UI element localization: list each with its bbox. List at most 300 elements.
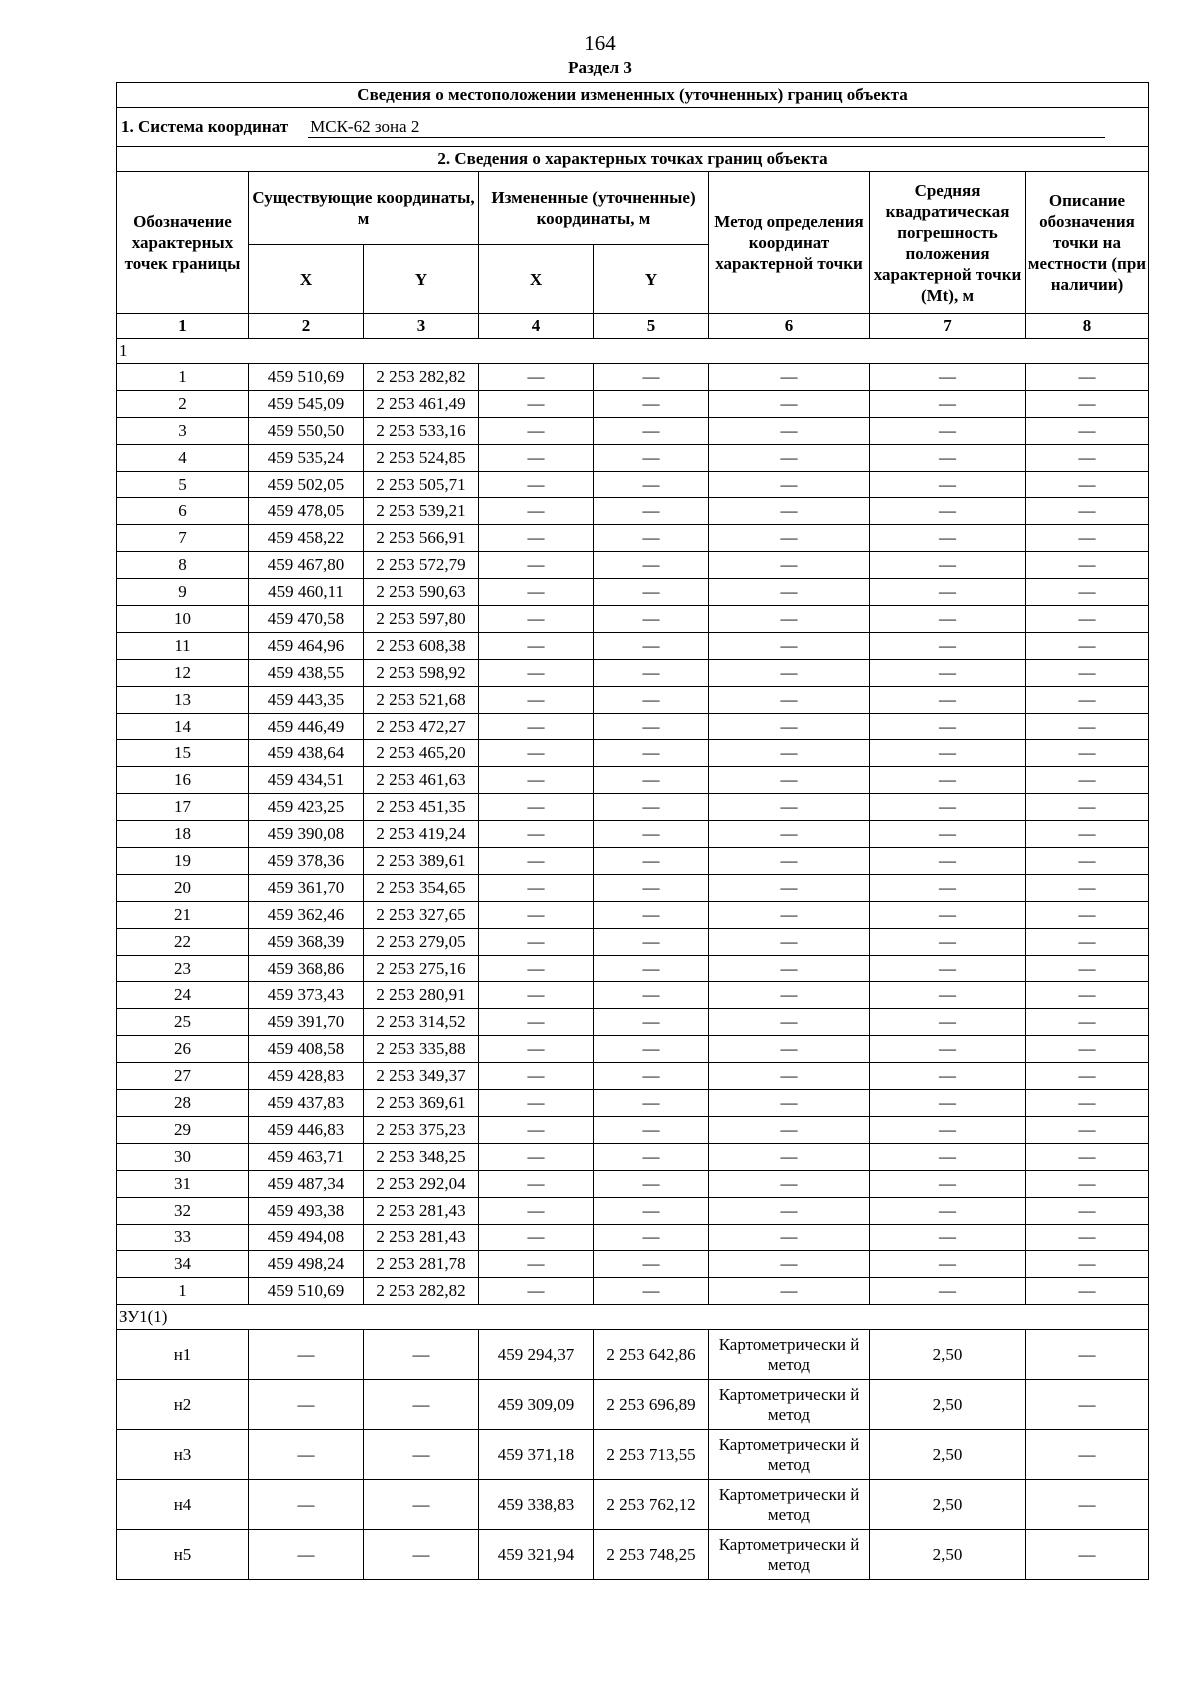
existing-x: 459 502,05 [249, 471, 364, 498]
empty-value-dash: — [1026, 417, 1149, 444]
empty-value-dash: — [870, 955, 1026, 982]
empty-value-dash: — [594, 364, 709, 391]
point-designation: 25 [117, 1009, 249, 1036]
table-row [117, 579, 1149, 606]
existing-x: 459 510,69 [249, 364, 364, 391]
existing-x: 459 443,35 [249, 686, 364, 713]
table-row [117, 821, 1149, 848]
point-designation: 10 [117, 606, 249, 633]
empty-value-dash: — [594, 686, 709, 713]
point-designation: 30 [117, 1143, 249, 1170]
existing-y: 2 253 335,88 [364, 1036, 479, 1063]
coordinate-system-value: МСК-62 зона 2 [308, 117, 1105, 138]
existing-y: 2 253 389,61 [364, 848, 479, 875]
empty-value-dash: — [870, 525, 1026, 552]
determination-method: Картометрически й метод [709, 1330, 870, 1380]
point-designation: 32 [117, 1197, 249, 1224]
existing-y: 2 253 524,85 [364, 444, 479, 471]
table-row [117, 1480, 1149, 1530]
point-designation: 28 [117, 1090, 249, 1117]
empty-value-dash: — [594, 659, 709, 686]
existing-y: 2 253 282,82 [364, 364, 479, 391]
empty-value-dash: — [709, 1063, 870, 1090]
changed-x: 459 294,37 [479, 1330, 594, 1380]
empty-value-dash: — [709, 525, 870, 552]
table-row [117, 1170, 1149, 1197]
empty-value-dash: — [479, 1036, 594, 1063]
existing-x: 459 438,55 [249, 659, 364, 686]
empty-value-dash: — [709, 498, 870, 525]
empty-value-dash: — [594, 1116, 709, 1143]
point-designation: 7 [117, 525, 249, 552]
empty-value-dash: — [709, 686, 870, 713]
empty-value-dash: — [479, 579, 594, 606]
column-number: 6 [709, 314, 870, 339]
empty-value-dash: — [709, 982, 870, 1009]
existing-x: 459 437,83 [249, 1090, 364, 1117]
existing-x: 459 470,58 [249, 606, 364, 633]
point-designation: 15 [117, 740, 249, 767]
empty-value-dash: — [479, 686, 594, 713]
existing-x: 459 428,83 [249, 1063, 364, 1090]
empty-value-dash: — [1026, 1278, 1149, 1305]
empty-value-dash: — [479, 444, 594, 471]
header-designation: Обозначение характерных точек границы [117, 172, 249, 314]
empty-value-dash: — [709, 1251, 870, 1278]
empty-value-dash: — [594, 1224, 709, 1251]
existing-y: 2 253 281,43 [364, 1224, 479, 1251]
empty-value-dash: — [870, 901, 1026, 928]
header-method: Метод определения координат характерной точки [709, 172, 870, 314]
existing-x: 459 434,51 [249, 767, 364, 794]
empty-value-dash: — [1026, 1036, 1149, 1063]
table-row [117, 794, 1149, 821]
existing-y: 2 253 608,38 [364, 632, 479, 659]
header-changed-x: X [479, 245, 594, 314]
existing-y: 2 253 533,16 [364, 417, 479, 444]
existing-x: 459 446,83 [249, 1116, 364, 1143]
empty-value-dash: — [709, 632, 870, 659]
section-title: Раздел 3 [568, 58, 632, 77]
empty-value-dash: — [1026, 1063, 1149, 1090]
empty-value-dash: — [479, 848, 594, 875]
existing-y: 2 253 314,52 [364, 1009, 479, 1036]
header-changed-y: Y [594, 245, 709, 314]
changed-x: 459 338,83 [479, 1480, 594, 1530]
empty-value-dash: — [594, 740, 709, 767]
table-row [117, 928, 1149, 955]
table-row [117, 1530, 1149, 1580]
point-designation: 33 [117, 1224, 249, 1251]
empty-value-dash: — [709, 471, 870, 498]
empty-value-dash: — [870, 1036, 1026, 1063]
empty-value-dash: — [870, 1251, 1026, 1278]
empty-value-dash: — [1026, 928, 1149, 955]
empty-value-dash: — [870, 606, 1026, 633]
empty-value-dash: — [364, 1530, 479, 1580]
table-row [117, 552, 1149, 579]
empty-value-dash: — [1026, 794, 1149, 821]
boundary-points-table [116, 82, 1149, 1580]
empty-value-dash: — [870, 928, 1026, 955]
existing-y: 2 253 461,63 [364, 767, 479, 794]
existing-x: 459 446,49 [249, 713, 364, 740]
point-designation: 34 [117, 1251, 249, 1278]
empty-value-dash: — [479, 1090, 594, 1117]
empty-value-dash: — [1026, 1116, 1149, 1143]
empty-value-dash: — [249, 1380, 364, 1430]
header-existing-x: X [249, 245, 364, 314]
empty-value-dash: — [479, 767, 594, 794]
empty-value-dash: — [594, 606, 709, 633]
empty-value-dash: — [594, 713, 709, 740]
table-row [117, 767, 1149, 794]
empty-value-dash: — [594, 498, 709, 525]
existing-y: 2 253 280,91 [364, 982, 479, 1009]
existing-x: 459 368,39 [249, 928, 364, 955]
empty-value-dash: — [1026, 552, 1149, 579]
empty-value-dash: — [594, 1278, 709, 1305]
existing-x: 459 498,24 [249, 1251, 364, 1278]
empty-value-dash: — [479, 1170, 594, 1197]
empty-value-dash: — [1026, 390, 1149, 417]
existing-x: 459 494,08 [249, 1224, 364, 1251]
empty-value-dash: — [479, 1116, 594, 1143]
existing-y: 2 253 327,65 [364, 901, 479, 928]
determination-method: Картометрически й метод [709, 1530, 870, 1580]
table-row [117, 874, 1149, 901]
empty-value-dash: — [479, 552, 594, 579]
empty-value-dash: — [709, 1036, 870, 1063]
point-designation: 5 [117, 471, 249, 498]
point-designation: 3 [117, 417, 249, 444]
empty-value-dash: — [479, 417, 594, 444]
changed-y: 2 253 642,86 [594, 1330, 709, 1380]
table-row [117, 390, 1149, 417]
existing-y: 2 253 590,63 [364, 579, 479, 606]
empty-value-dash: — [709, 579, 870, 606]
existing-x: 459 438,64 [249, 740, 364, 767]
header-description: Описание обозначения точки на местности (при наличии) [1026, 172, 1149, 314]
empty-value-dash: — [870, 632, 1026, 659]
header-existing-coordinates: Существующие координаты, м [249, 172, 479, 245]
point-designation: 11 [117, 632, 249, 659]
empty-value-dash: — [1026, 364, 1149, 391]
empty-value-dash: — [709, 364, 870, 391]
empty-value-dash: — [870, 1278, 1026, 1305]
table-row [117, 659, 1149, 686]
point-designation: 23 [117, 955, 249, 982]
point-designation: 24 [117, 982, 249, 1009]
existing-x: 459 550,50 [249, 417, 364, 444]
empty-value-dash: — [1026, 1090, 1149, 1117]
empty-value-dash: — [1026, 713, 1149, 740]
existing-x: 459 368,86 [249, 955, 364, 982]
empty-value-dash: — [870, 1063, 1026, 1090]
existing-y: 2 253 281,78 [364, 1251, 479, 1278]
empty-value-dash: — [594, 848, 709, 875]
empty-value-dash: — [479, 982, 594, 1009]
empty-value-dash: — [1026, 606, 1149, 633]
empty-value-dash: — [870, 1143, 1026, 1170]
changed-x: 459 309,09 [479, 1380, 594, 1430]
empty-value-dash: — [479, 1009, 594, 1036]
empty-value-dash: — [479, 1224, 594, 1251]
empty-value-dash: — [249, 1530, 364, 1580]
empty-value-dash: — [1026, 1330, 1149, 1380]
empty-value-dash: — [1026, 821, 1149, 848]
table-title: Сведения о местоположении измененных (уточненных) границ объекта [117, 83, 1149, 108]
empty-value-dash: — [364, 1380, 479, 1430]
empty-value-dash: — [479, 659, 594, 686]
empty-value-dash: — [594, 1143, 709, 1170]
empty-value-dash: — [1026, 767, 1149, 794]
empty-value-dash: — [709, 1197, 870, 1224]
changed-y: 2 253 713,55 [594, 1430, 709, 1480]
empty-value-dash: — [479, 390, 594, 417]
existing-x: 459 390,08 [249, 821, 364, 848]
point-designation: 27 [117, 1063, 249, 1090]
table-row [117, 606, 1149, 633]
empty-value-dash: — [709, 1143, 870, 1170]
empty-value-dash: — [709, 606, 870, 633]
existing-x: 459 460,11 [249, 579, 364, 606]
empty-value-dash: — [709, 740, 870, 767]
empty-value-dash: — [1026, 686, 1149, 713]
section-row [117, 339, 1149, 364]
empty-value-dash: — [594, 1063, 709, 1090]
existing-y: 2 253 375,23 [364, 1116, 479, 1143]
point-designation: 1 [117, 364, 249, 391]
table-row [117, 713, 1149, 740]
empty-value-dash: — [1026, 982, 1149, 1009]
empty-value-dash: — [709, 552, 870, 579]
empty-value-dash: — [870, 1170, 1026, 1197]
table-row [117, 955, 1149, 982]
table-row [117, 1090, 1149, 1117]
empty-value-dash: — [594, 901, 709, 928]
table-row [117, 1143, 1149, 1170]
point-designation: 1 [117, 1278, 249, 1305]
existing-y: 2 253 598,92 [364, 659, 479, 686]
point-designation: 4 [117, 444, 249, 471]
changed-y: 2 253 762,12 [594, 1480, 709, 1530]
existing-x: 459 362,46 [249, 901, 364, 928]
existing-y: 2 253 281,43 [364, 1197, 479, 1224]
empty-value-dash: — [870, 552, 1026, 579]
empty-value-dash: — [1026, 1170, 1149, 1197]
empty-value-dash: — [594, 632, 709, 659]
existing-y: 2 253 566,91 [364, 525, 479, 552]
empty-value-dash: — [870, 390, 1026, 417]
empty-value-dash: — [870, 444, 1026, 471]
table-row [117, 686, 1149, 713]
empty-value-dash: — [870, 821, 1026, 848]
existing-x: 459 378,36 [249, 848, 364, 875]
point-designation: 26 [117, 1036, 249, 1063]
empty-value-dash: — [870, 874, 1026, 901]
empty-value-dash: — [870, 1197, 1026, 1224]
empty-value-dash: — [479, 364, 594, 391]
empty-value-dash: — [709, 1224, 870, 1251]
empty-value-dash: — [1026, 1530, 1149, 1580]
existing-y: 2 253 505,71 [364, 471, 479, 498]
existing-y: 2 253 521,68 [364, 686, 479, 713]
header-error: Средняя квадратическая погрешность положения характерной точки (Mt), м [870, 172, 1026, 314]
point-designation: 22 [117, 928, 249, 955]
table-row [117, 848, 1149, 875]
existing-y: 2 253 354,65 [364, 874, 479, 901]
point-designation: н4 [117, 1480, 249, 1530]
empty-value-dash: — [1026, 1224, 1149, 1251]
existing-x: 459 464,96 [249, 632, 364, 659]
point-designation: 21 [117, 901, 249, 928]
mean-square-error: 2,50 [870, 1530, 1026, 1580]
point-designation: 29 [117, 1116, 249, 1143]
empty-value-dash: — [249, 1330, 364, 1380]
determination-method: Картометрически й метод [709, 1480, 870, 1530]
column-number: 7 [870, 314, 1026, 339]
table-row [117, 901, 1149, 928]
empty-value-dash: — [594, 444, 709, 471]
existing-y: 2 253 465,20 [364, 740, 479, 767]
empty-value-dash: — [1026, 955, 1149, 982]
empty-value-dash: — [479, 955, 594, 982]
empty-value-dash: — [1026, 1197, 1149, 1224]
empty-value-dash: — [594, 579, 709, 606]
existing-x: 459 463,71 [249, 1143, 364, 1170]
existing-y: 2 253 275,16 [364, 955, 479, 982]
column-number: 1 [117, 314, 249, 339]
empty-value-dash: — [709, 1009, 870, 1036]
empty-value-dash: — [870, 659, 1026, 686]
empty-value-dash: — [709, 794, 870, 821]
empty-value-dash: — [709, 417, 870, 444]
empty-value-dash: — [709, 1170, 870, 1197]
table-row [117, 1036, 1149, 1063]
existing-x: 459 373,43 [249, 982, 364, 1009]
point-designation: 2 [117, 390, 249, 417]
empty-value-dash: — [479, 1278, 594, 1305]
empty-value-dash: — [1026, 498, 1149, 525]
empty-value-dash: — [594, 471, 709, 498]
existing-y: 2 253 279,05 [364, 928, 479, 955]
empty-value-dash: — [1026, 632, 1149, 659]
coordinate-system-row [117, 108, 1149, 147]
empty-value-dash: — [594, 821, 709, 848]
header-changed-coordinates: Измененные (уточненные) координаты, м [479, 172, 709, 245]
point-designation: 14 [117, 713, 249, 740]
table-row [117, 1330, 1149, 1380]
point-designation: н2 [117, 1380, 249, 1430]
section-label: 1 [117, 339, 1149, 364]
table-row [117, 1063, 1149, 1090]
point-designation: н5 [117, 1530, 249, 1580]
table-row [117, 1380, 1149, 1430]
changed-y: 2 253 696,89 [594, 1380, 709, 1430]
existing-x: 459 408,58 [249, 1036, 364, 1063]
empty-value-dash: — [870, 767, 1026, 794]
empty-value-dash: — [479, 740, 594, 767]
existing-y: 2 253 461,49 [364, 390, 479, 417]
table-row [117, 498, 1149, 525]
empty-value-dash: — [709, 713, 870, 740]
existing-y: 2 253 472,27 [364, 713, 479, 740]
existing-y: 2 253 348,25 [364, 1143, 479, 1170]
empty-value-dash: — [594, 1170, 709, 1197]
empty-value-dash: — [870, 794, 1026, 821]
section-row [117, 1305, 1149, 1330]
empty-value-dash: — [594, 955, 709, 982]
empty-value-dash: — [1026, 1009, 1149, 1036]
empty-value-dash: — [249, 1430, 364, 1480]
empty-value-dash: — [870, 848, 1026, 875]
empty-value-dash: — [870, 1009, 1026, 1036]
empty-value-dash: — [1026, 1143, 1149, 1170]
table-row [117, 471, 1149, 498]
empty-value-dash: — [479, 525, 594, 552]
column-number: 3 [364, 314, 479, 339]
table-row [117, 1430, 1149, 1480]
column-number: 5 [594, 314, 709, 339]
mean-square-error: 2,50 [870, 1480, 1026, 1530]
empty-value-dash: — [594, 767, 709, 794]
existing-x: 459 391,70 [249, 1009, 364, 1036]
empty-value-dash: — [709, 659, 870, 686]
column-number: 2 [249, 314, 364, 339]
existing-x: 459 478,05 [249, 498, 364, 525]
empty-value-dash: — [709, 955, 870, 982]
empty-value-dash: — [709, 901, 870, 928]
empty-value-dash: — [479, 1197, 594, 1224]
empty-value-dash: — [479, 794, 594, 821]
empty-value-dash: — [870, 1116, 1026, 1143]
empty-value-dash: — [479, 901, 594, 928]
point-designation: 8 [117, 552, 249, 579]
empty-value-dash: — [594, 390, 709, 417]
column-number: 8 [1026, 314, 1149, 339]
existing-x: 459 467,80 [249, 552, 364, 579]
table-row [117, 982, 1149, 1009]
table-row [117, 1197, 1149, 1224]
changed-x: 459 321,94 [479, 1530, 594, 1580]
empty-value-dash: — [709, 874, 870, 901]
empty-value-dash: — [1026, 1251, 1149, 1278]
empty-value-dash: — [709, 848, 870, 875]
table-row [117, 1224, 1149, 1251]
empty-value-dash: — [479, 1251, 594, 1278]
table-row [117, 1278, 1149, 1305]
mean-square-error: 2,50 [870, 1380, 1026, 1430]
empty-value-dash: — [1026, 471, 1149, 498]
empty-value-dash: — [1026, 740, 1149, 767]
existing-x: 459 545,09 [249, 390, 364, 417]
existing-y: 2 253 282,82 [364, 1278, 479, 1305]
empty-value-dash: — [479, 606, 594, 633]
empty-value-dash: — [594, 1090, 709, 1117]
point-designation: 20 [117, 874, 249, 901]
section-label: ЗУ1(1) [117, 1305, 1149, 1330]
existing-y: 2 253 572,79 [364, 552, 479, 579]
changed-y: 2 253 748,25 [594, 1530, 709, 1580]
empty-value-dash: — [594, 417, 709, 444]
empty-value-dash: — [709, 928, 870, 955]
empty-value-dash: — [870, 686, 1026, 713]
point-designation: н3 [117, 1430, 249, 1480]
empty-value-dash: — [594, 794, 709, 821]
empty-value-dash: — [364, 1330, 479, 1380]
empty-value-dash: — [594, 874, 709, 901]
